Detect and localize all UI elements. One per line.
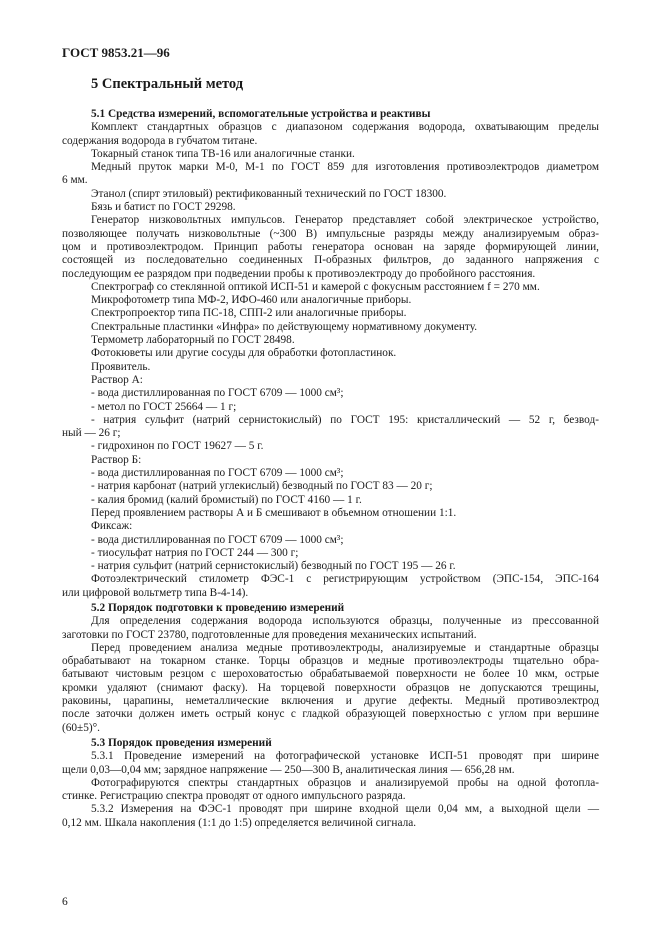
text-line: или цифровой вольтметр типа В-4-14). bbox=[62, 586, 249, 599]
text-line: Генератор низковольтных импульсов. Генератор представляет собой электрическое устройство, bbox=[91, 214, 599, 227]
text-line: - вода дистиллированная по ГОСТ 6709 — 1000 см³; bbox=[91, 533, 344, 546]
text-line: Для определения содержания водорода используются образцы, полученные из прессованной bbox=[91, 615, 599, 628]
text-line: Спектропроектор типа ПС-18, СПП-2 или аналогичные приборы. bbox=[91, 307, 407, 320]
text-line: - натрия карбонат (натрий углекислый) безводный по ГОСТ 83 — 20 г; bbox=[91, 480, 433, 493]
text-line: последующим ее разрядом при подведении пробы к противоэлектроду до пробойного расстояния. bbox=[62, 267, 536, 280]
text-line: 5.3.1 Проведение измерений на фотографической установке ИСП-51 проводят при ширине bbox=[91, 750, 599, 763]
text-line: Термометр лабораторный по ГОСТ 28498. bbox=[91, 334, 295, 347]
text-line: Токарный станок типа ТВ-16 или аналогичные станки. bbox=[91, 147, 355, 160]
subsection-heading: 5.3 Порядок проведения измерений bbox=[91, 736, 272, 749]
text-line: Спектральные пластинки «Инфра» по действующему нормативному документу. bbox=[91, 320, 478, 333]
subsection-heading: 5.1 Средства измерений, вспомогательные устройства и реактивы bbox=[91, 108, 431, 120]
text-line: Раствор А: bbox=[91, 373, 143, 386]
text-line: Фиксаж: bbox=[91, 520, 133, 533]
text-line: Комплект стандартных образцов с диапазоном содержания водорода, охватывающим пределы bbox=[91, 121, 599, 134]
text-line: - калия бромид (калий бромистый) по ГОСТ 4160 — 1 г. bbox=[91, 493, 362, 506]
text-line: батывают чистовым резцом с шероховатостью обрабатываемой поверхности не более 10 мкм, острые bbox=[62, 668, 599, 681]
text-line: Фотографируются спектры стандартных образцов и анализируемой пробы на одной фотопла- bbox=[91, 776, 599, 789]
text-line: ный — 26 г; bbox=[62, 427, 121, 440]
text-line: 0,12 мм. Шкала накопления (1:1 до 1:5) определяется величиной сигнала. bbox=[62, 816, 417, 829]
text-line: Бязь и батист по ГОСТ 29298. bbox=[91, 201, 236, 214]
document-body bbox=[62, 108, 599, 830]
text-line: состоящей из последовательно соединенных П-образных фильтров, до заданного напряжения с bbox=[62, 254, 599, 267]
text-line: после заточки должен иметь острый конус с гладкой образующей поверхностью с углом при вершине bbox=[62, 708, 599, 721]
text-line: позволяющее получать низковольтные (~300 В) импульсные разряды между анализируемым образ- bbox=[62, 227, 599, 240]
page-number: 6 bbox=[62, 896, 68, 908]
text-line: содержания водорода в губчатом титане. bbox=[62, 134, 258, 147]
text-line: кромки удаляют (снимают фаску). На торцевой поверхности образцов не допускаются трещины, bbox=[62, 681, 599, 694]
text-line: (60±5)°. bbox=[62, 721, 101, 734]
text-line: 5.3.2 Измерения на ФЭС-1 проводят при ширине входной щели 0,04 мм, а выходной щели — bbox=[91, 803, 599, 816]
text-line: Проявитель. bbox=[91, 360, 151, 373]
text-line: - вода дистиллированная по ГОСТ 6709 — 1000 см³; bbox=[91, 387, 344, 400]
text-line: - вода дистиллированная по ГОСТ 6709 — 1000 см³; bbox=[91, 467, 344, 480]
text-line: Перед проведением анализа медные противоэлектроды, анализируемые и стандартные образцы bbox=[91, 641, 599, 654]
section-title: 5 Спектральный метод bbox=[91, 76, 244, 92]
text-line: Фотоэлектрический стилометр ФЭС-1 с регистрирующим устройством (ЭПС-154, ЭПС-164 bbox=[91, 573, 599, 586]
text-line: обрабатывают на токарном станке. Торцы образцов и медные противоэлектроды тщательно обра- bbox=[62, 655, 599, 668]
text-line: щели 0,03—0,04 мм; зарядное напряжение — 250—300 В, аналитическая линия — 656,28 нм. bbox=[62, 763, 515, 776]
subsection-heading: 5.2 Порядок подготовки к проведению измерений bbox=[91, 601, 345, 614]
text-line: Микрофотометр типа МФ-2, ИФО-460 или аналогичные приборы. bbox=[91, 294, 412, 307]
document-header: ГОСТ 9853.21—96 bbox=[62, 45, 170, 60]
text-line: Фотокюветы или другие сосуды для обработки фотопластинок. bbox=[91, 347, 397, 360]
text-line: - натрия сульфит (натрий сернистокислый) по ГОСТ 195: кристаллический — 52 г, безвод- bbox=[91, 413, 599, 426]
text-line: - гидрохинон по ГОСТ 19627 — 5 г. bbox=[91, 440, 264, 453]
text-line: - тиосульфат натрия по ГОСТ 244 — 300 г; bbox=[91, 546, 299, 559]
text-line: заготовки по ГОСТ 23780, подготовленные для проведения механических испытаний. bbox=[62, 628, 477, 641]
text-line: цом и противоэлектродом. Принцип работы генератора основан на заряде формирующей линии, bbox=[62, 240, 599, 253]
text-line: Этанол (спирт этиловый) ректификованный технический по ГОСТ 18300. bbox=[91, 187, 447, 200]
text-line: Медный пруток марки М-0, М-1 по ГОСТ 859 для изготовления противоэлектродов диаметром bbox=[91, 161, 599, 174]
text-line: Раствор Б: bbox=[91, 453, 142, 466]
text-line: Спектрограф со стеклянной оптикой ИСП-51 и камерой с фокусным расстоянием f = 270 мм. bbox=[91, 280, 540, 293]
text-line: - метол по ГОСТ 25664 — 1 г; bbox=[91, 400, 237, 413]
text-line: раковины, царапины, неметаллические включения и другие дефекты. Медный противоэлектрод bbox=[62, 695, 599, 708]
text-line: 6 мм. bbox=[62, 174, 88, 187]
text-line: Перед проявлением растворы А и Б смешивают в объемном отношении 1:1. bbox=[91, 506, 457, 519]
text-line: - натрия сульфит (натрий сернистокислый) безводный по ГОСТ 195 — 26 г. bbox=[91, 560, 456, 573]
text-line: стинке. Регистрацию спектра проводят от одного импульсного разряда. bbox=[62, 790, 406, 803]
